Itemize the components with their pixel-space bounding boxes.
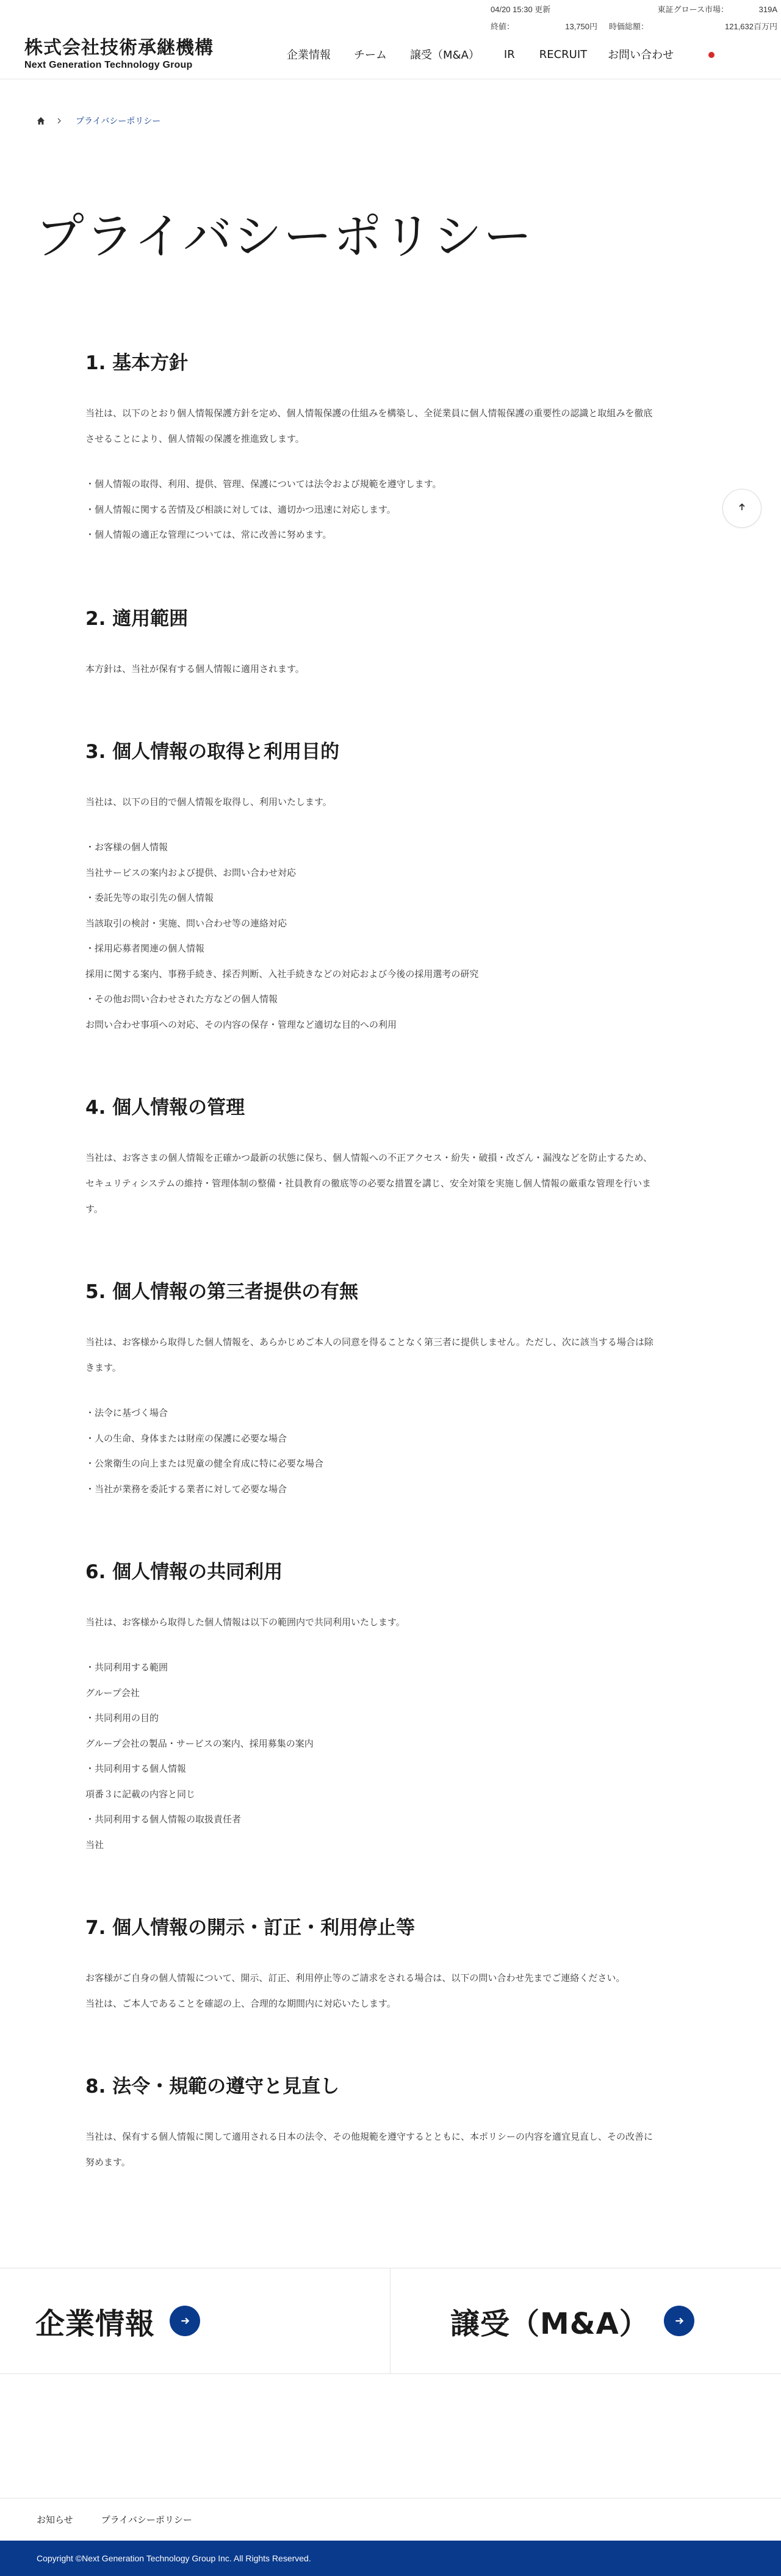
home-icon[interactable] <box>37 117 45 125</box>
section-heading: 3. 個人情報の取得と利用目的 <box>85 741 340 763</box>
footer-link-privacy[interactable]: プライバシーポリシー <box>101 2515 192 2525</box>
list-item: ・お客様の個人情報 <box>85 842 168 853</box>
page-title: プライバシーポリシー <box>35 208 533 265</box>
stock-cap-value: 121,632百万円 <box>725 22 777 31</box>
arrow-right-icon <box>664 2306 694 2336</box>
list-item: 当社サービスの案内および提供、お問い合わせ対応 <box>85 867 297 878</box>
nav-ma[interactable]: 譲受（M&A） <box>410 49 480 62</box>
list-item: グループ会社の製品・サービスの案内、採用募集の案内 <box>85 1738 314 1749</box>
section-paragraph: きます。 <box>85 1363 121 1373</box>
section-paragraph: 当社は、お客様から取得した個人情報を、あらかじめご本人の同意を得ることなく第三者に提供しません。ただし、次に該当する場合は除 <box>85 1337 653 1348</box>
section-management <box>85 1095 696 1222</box>
list-item: ・人の生命、身体または財産の保護に必要な場合 <box>85 1433 287 1444</box>
stock-cap-label: 時価総額： <box>608 22 649 31</box>
footer-links <box>0 2498 781 2541</box>
section-paragraph: 当社は、ご本人であることを確認の上、合理的な期間内に対応いたします。 <box>85 1999 396 2009</box>
stock-close-label: 終値： <box>491 22 515 31</box>
list-item: ・共同利用する個人情報 <box>85 1764 187 1774</box>
stock-info <box>491 1 777 35</box>
section-heading: 4. 個人情報の管理 <box>85 1097 245 1119</box>
stock-market: 東証グロース市場： <box>657 5 729 14</box>
section-heading: 6. 個人情報の共同利用 <box>85 1561 283 1583</box>
stock-close-value: 13,750円 <box>565 22 597 31</box>
list-item: ・採用応募者関連の個人情報 <box>85 943 205 954</box>
list-item: ・当社が業務を委託する業者に対して必要な場合 <box>85 1484 287 1495</box>
section-joint-use <box>85 1560 696 1858</box>
nav-team[interactable]: チーム <box>354 49 387 62</box>
section-disclosure <box>85 1916 696 2017</box>
section-paragraph: 努めます。 <box>85 2157 131 2168</box>
list-item: ・個人情報に関する苦情及び相談に対しては、適切かつ迅速に対応します。 <box>85 504 396 515</box>
section-paragraph: 当社は、以下の目的で個人情報を取得し、利用いたします。 <box>85 797 332 807</box>
list-item: ・共同利用する範囲 <box>85 1662 168 1673</box>
logo-japanese: 株式会社技術承継機構 <box>24 37 214 59</box>
logo-english: Next Generation Technology Group <box>24 60 193 70</box>
section-heading: 8. 法令・規範の遵守と見直し <box>85 2076 340 2098</box>
list-item: グループ会社 <box>85 1687 140 1698</box>
chevron-right-icon <box>56 116 62 126</box>
list-item: ・委託先等の取引先の個人情報 <box>85 893 214 903</box>
section-paragraph: 当社は、お客さまの個人情報を正確かつ最新の状態に保ち、個人情報への不正アクセス・紛失・破損・改ざん・漏洩などを防止するため、 <box>85 1153 652 1163</box>
stock-code: 319A <box>758 5 777 14</box>
section-third-party <box>85 1280 696 1502</box>
panel-label: 企業情報 <box>35 2306 156 2341</box>
list-item: ・個人情報の取得、利用、提供、管理、保護については法令および規範を遵守します。 <box>85 479 442 489</box>
bottom-link-panels <box>0 2268 781 2374</box>
arrow-right-icon <box>170 2306 200 2336</box>
copyright: Copyright ©Next Generation Technology Group Inc. All Rights Reserved. <box>0 2541 781 2576</box>
nav-company[interactable]: 企業情報 <box>287 49 331 62</box>
list-item: お問い合わせ事項への対応、その内容の保存・管理など適切な目的への利用 <box>85 1019 397 1030</box>
panel-company-info[interactable] <box>35 2268 200 2373</box>
section-paragraph: 当社は、以下のとおり個人情報保護方針を定め、個人情報保護の仕組みを構築し、全従業員に個人情報保護の重要性の認識と取組みを徹底 <box>85 408 653 419</box>
main-nav <box>287 46 674 62</box>
section-compliance <box>85 2074 696 2176</box>
site-logo[interactable] <box>24 38 214 72</box>
list-item: ・公衆衛生の向上または児童の健全育成に特に必要な場合 <box>85 1459 324 1469</box>
section-paragraph: 当社は、お客様から取得した個人情報は以下の範囲内で共同利用いたします。 <box>85 1617 405 1628</box>
section-heading: 7. 個人情報の開示・訂正・利用停止等 <box>85 1917 416 1939</box>
list-item: ・個人情報の適正な管理については、常に改善に努めます。 <box>85 530 332 540</box>
list-item: 当社 <box>85 1839 104 1850</box>
section-paragraph: お客様がご自身の個人情報について、開示、訂正、利用停止等のご請求をされる場合は、以下の問い合わせ先までご連絡ください。 <box>85 1973 625 1983</box>
section-paragraph: させることにより、個人情報の保護を推進致します。 <box>85 434 304 444</box>
list-item: 当該取引の検討・実施、問い合わせ等の連絡対応 <box>85 918 287 929</box>
section-scope <box>85 607 696 682</box>
notification-dot <box>708 52 714 58</box>
section-paragraph: 当社は、保有する個人情報に関して適用される日本の法令、その他規範を遵守するとともに、本ポリシーの内容を適宜見直し、その改善に <box>85 2132 653 2142</box>
list-item: 項番３に記載の内容と同じ <box>85 1789 196 1800</box>
list-item: ・共同利用の目的 <box>85 1713 159 1723</box>
breadcrumb-current: プライバシーポリシー <box>76 116 161 126</box>
list-item: 採用に関する案内、事務手続き、採否判断、入社手続きなどの対応および今後の採用選考の研究 <box>85 969 479 980</box>
panel-label: 譲受（M&A） <box>450 2306 649 2341</box>
site-header <box>0 0 781 79</box>
breadcrumb <box>37 115 160 127</box>
scroll-to-top-button[interactable] <box>722 489 761 528</box>
arrow-up-icon <box>738 503 746 514</box>
section-acquisition-purpose <box>85 740 696 1037</box>
nav-ir[interactable]: IR <box>503 48 515 61</box>
section-basic-policy <box>85 351 696 548</box>
section-heading: 5. 個人情報の第三者提供の有無 <box>85 1281 359 1303</box>
nav-recruit[interactable]: RECRUIT <box>539 48 588 61</box>
stock-updated: 04/20 15:30 更新 <box>491 5 551 14</box>
list-item: ・その他お問い合わせされた方などの個人情報 <box>85 994 278 1005</box>
section-paragraph: セキュリティシステムの維持・管理体制の整備・社員教育の徹底等の必要な措置を講じ、安全対策を実施し個人情報の厳重な管理を行いま <box>85 1178 652 1189</box>
section-heading: 1. 基本方針 <box>85 352 189 374</box>
panel-ma[interactable] <box>450 2268 694 2373</box>
section-paragraph: す。 <box>85 1204 103 1214</box>
list-item: ・共同利用する個人情報の取扱責任者 <box>85 1814 242 1825</box>
footer-link-news[interactable]: お知らせ <box>37 2515 73 2525</box>
nav-contact[interactable]: お問い合わせ <box>608 49 674 62</box>
list-item: ・法令に基づく場合 <box>85 1408 168 1418</box>
section-heading: 2. 適用範囲 <box>85 608 189 630</box>
section-paragraph: 本方針は、当社が保有する個人情報に適用されます。 <box>85 664 304 674</box>
